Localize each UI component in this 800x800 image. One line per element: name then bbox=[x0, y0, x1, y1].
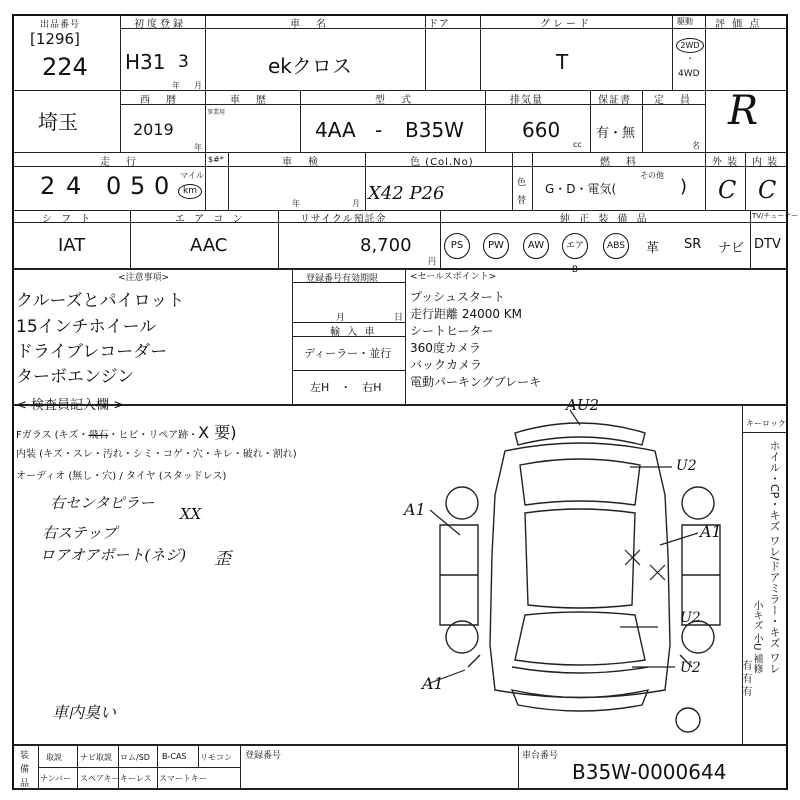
chassis-label: 車台番号 bbox=[522, 751, 559, 761]
fuel-label: 燃 料 bbox=[600, 157, 639, 168]
tv: DTV bbox=[754, 237, 781, 252]
equip-item: B-CAS bbox=[162, 752, 187, 761]
damage-mark: U2 bbox=[680, 660, 701, 676]
type-label: 型 式 bbox=[375, 95, 414, 106]
lot-number: 224 bbox=[42, 53, 88, 81]
sales-label: <セールスポイント> bbox=[410, 272, 497, 282]
color-value: X42 P26 bbox=[368, 183, 445, 204]
chassis-number: B35W-0000644 bbox=[572, 760, 727, 784]
exterior-value: C bbox=[718, 176, 737, 204]
equip-pw: PW bbox=[483, 233, 509, 259]
reg-expiry-month: 月 bbox=[336, 313, 346, 323]
equip-item: リモコン bbox=[200, 753, 232, 762]
equip-ps: PS bbox=[444, 233, 470, 259]
yen-unit: 円 bbox=[428, 257, 436, 266]
exterior-label: 外 装 bbox=[712, 157, 739, 168]
first-reg-month: 3 bbox=[178, 52, 189, 72]
mileage-digit: 2 bbox=[40, 172, 56, 200]
shift-label: シ フ ト bbox=[42, 214, 94, 225]
first-reg-era: H31 bbox=[125, 50, 166, 74]
equip-abs: ABS bbox=[603, 233, 629, 259]
drive-2wd: 2WD bbox=[676, 38, 704, 53]
mileage-digit: 0 bbox=[154, 172, 170, 200]
type-dash: - bbox=[375, 118, 383, 142]
score-label: 評 価 点 bbox=[715, 19, 762, 30]
recycle: 8,700 bbox=[360, 235, 412, 256]
region: 埼玉 bbox=[38, 110, 78, 134]
car-diagram bbox=[420, 405, 740, 745]
damage-mark: A1 bbox=[422, 674, 444, 693]
handle-side: 左H ・ 右H bbox=[310, 381, 382, 394]
interior-label: 内 装 bbox=[752, 157, 779, 168]
equip-airbag: エアB bbox=[562, 233, 588, 259]
lot-bracket: [1296] bbox=[30, 30, 80, 48]
equip-item: スペアキー bbox=[80, 774, 120, 783]
hand-smell: 車内臭い bbox=[52, 703, 117, 722]
vertical-legend: ホイル・CP・キズ ワレ/ドアミラー・キズ ワレ bbox=[768, 440, 781, 675]
area-label: 出品番号 bbox=[40, 20, 81, 30]
grade-label: グレード bbox=[540, 19, 592, 30]
equip-item: ロム/SD bbox=[120, 753, 150, 762]
mileage-unit-mile: マイル bbox=[180, 171, 204, 180]
first-reg-label: 初度登録 bbox=[134, 19, 186, 30]
type-code: B35W bbox=[405, 118, 464, 142]
damage-mark: U2 bbox=[680, 610, 701, 626]
cc-unit: cc bbox=[573, 140, 582, 149]
equip-sr: SR bbox=[684, 237, 702, 252]
equip-item: ナンバー bbox=[40, 774, 72, 783]
sales-item: シートヒーター bbox=[410, 324, 494, 338]
interior-line: 内装 (キズ・スレ・汚れ・シミ・コゲ・穴・キレ・破れ・割れ) bbox=[16, 449, 297, 460]
warranty: 有・無 bbox=[596, 126, 636, 141]
equip-navi: ナビ bbox=[718, 241, 745, 256]
model-year-sub: 事業用 bbox=[207, 109, 226, 116]
caution-item: ドライブレコーダー bbox=[16, 342, 168, 362]
damage-mark: U2 bbox=[676, 458, 697, 474]
inspection-month-suffix: 月 bbox=[352, 199, 360, 208]
mileage-digit: 4 bbox=[66, 172, 82, 200]
first-reg-month-suffix: 月 bbox=[194, 81, 202, 90]
western-year: 2019 bbox=[133, 120, 174, 139]
mileage-digit: 5 bbox=[130, 172, 146, 200]
hand-note: 歪 bbox=[214, 549, 231, 569]
audio-tire-line: オーディオ (無し・穴) / タイヤ (スタッドレス) bbox=[16, 471, 227, 482]
inspection-label: 車 検 bbox=[282, 157, 321, 168]
equip-side-label: 装 bbox=[20, 751, 30, 761]
drive-label: 駆動 bbox=[677, 17, 693, 26]
fuel-other: その他 bbox=[640, 171, 664, 180]
hand-note: ロアオアポート(ネジ) bbox=[40, 546, 187, 564]
equip-aw: AW bbox=[523, 233, 549, 259]
fglass-line: Fガラス (キズ・飛石・ヒビ・リペア跡・X 要) bbox=[16, 423, 237, 442]
damage-mark: A1 bbox=[700, 522, 722, 541]
mileage-unit-km: km bbox=[178, 184, 202, 199]
first-reg-year-suffix: 年 bbox=[172, 81, 180, 90]
extra-label: $#* bbox=[208, 155, 224, 164]
displacement-label: 排気量 bbox=[510, 95, 543, 106]
aircon: AAC bbox=[190, 235, 228, 256]
western-year-label: 西 暦 bbox=[140, 95, 179, 106]
import-label: 輸 入 車 bbox=[330, 327, 377, 338]
color-label: 色 (Col.No) bbox=[410, 157, 474, 168]
hand-note: 右ステップ bbox=[42, 524, 117, 542]
mileage-label: 走 行 bbox=[100, 157, 139, 168]
shift: IAT bbox=[58, 235, 86, 256]
sales-item: プッシュスタート bbox=[410, 290, 505, 304]
import-dealer: ディーラー・並行 bbox=[304, 347, 392, 360]
equipment-label: 純 正 装 備 品 bbox=[560, 214, 650, 225]
damage-mark: AU2 bbox=[566, 396, 600, 414]
sales-item: 走行距離 24000 KM bbox=[410, 307, 523, 321]
caution-label: <注意事項> bbox=[118, 273, 170, 283]
fuel-close: ) bbox=[680, 176, 688, 197]
inspection-year-suffix: 年 bbox=[292, 199, 300, 208]
color-change-1: 色 bbox=[517, 178, 527, 188]
reg-expiry-label: 登録番号有効期限 bbox=[306, 274, 379, 284]
door-label: ドア bbox=[428, 19, 450, 30]
vertical-small: 小キズ 小U 補修 bbox=[751, 600, 762, 674]
car-name: ekクロス bbox=[268, 54, 352, 78]
reg-expiry-day: 日 bbox=[394, 313, 404, 323]
capacity-label: 定 員 bbox=[654, 95, 693, 106]
equip-side-label: 備 bbox=[20, 765, 30, 775]
caution-item: 15インチホイール bbox=[16, 317, 157, 337]
model-year-label: 車 歴 bbox=[230, 95, 269, 106]
equip-item: 取説 bbox=[46, 753, 62, 762]
grade: T bbox=[556, 50, 569, 74]
equip-item: キーレス bbox=[120, 774, 152, 783]
displacement: 660 bbox=[522, 118, 561, 142]
damage-mark: A1 bbox=[404, 500, 426, 519]
equip-item: スマートキー bbox=[159, 774, 207, 783]
fuel-value: G・D・電気( bbox=[545, 182, 617, 196]
sales-item: 電動パーキングブレーキ bbox=[410, 375, 542, 389]
keylock-label: キーロック bbox=[746, 419, 786, 428]
tv-label: TV/チューナー bbox=[752, 212, 799, 220]
interior-value: C bbox=[758, 176, 777, 204]
caution-item: クルーズとパイロット bbox=[16, 291, 185, 311]
equip-item: ナビ取説 bbox=[80, 753, 112, 762]
caution-item: ターボエンジン bbox=[16, 367, 135, 387]
fglass-mark: X 要) bbox=[198, 423, 237, 442]
inspector-title: < 検査員記入欄 > bbox=[16, 398, 125, 413]
aircon-label: エ ア コ ン bbox=[175, 214, 246, 225]
sales-item: 360度カメラ bbox=[410, 341, 481, 355]
mileage-digit: 0 bbox=[106, 172, 122, 200]
warranty-label: 保証書 bbox=[598, 95, 631, 106]
recycle-label: リサイクル預託金 bbox=[300, 214, 387, 225]
capacity-unit: 名 bbox=[692, 141, 700, 150]
sales-item: バックカメラ bbox=[410, 358, 483, 372]
drive-4wd: 4WD bbox=[678, 69, 700, 79]
reg-no-label: 登録番号 bbox=[245, 751, 282, 761]
hand-note: 右センタピラー bbox=[50, 494, 155, 512]
equip-leather: 革 bbox=[646, 241, 660, 256]
type-prefix: 4AA bbox=[315, 118, 356, 142]
car-name-label: 車 名 bbox=[290, 19, 329, 30]
vertical-small-marks: 有 有 有 bbox=[740, 660, 751, 697]
hand-xx: XX bbox=[180, 505, 202, 523]
equip-side-label: 品 bbox=[20, 779, 30, 789]
color-change-2: 替 bbox=[517, 196, 527, 206]
score: R bbox=[728, 88, 759, 134]
fglass-strike: 飛石 bbox=[88, 430, 109, 441]
western-year-suffix: 年 bbox=[194, 143, 202, 152]
